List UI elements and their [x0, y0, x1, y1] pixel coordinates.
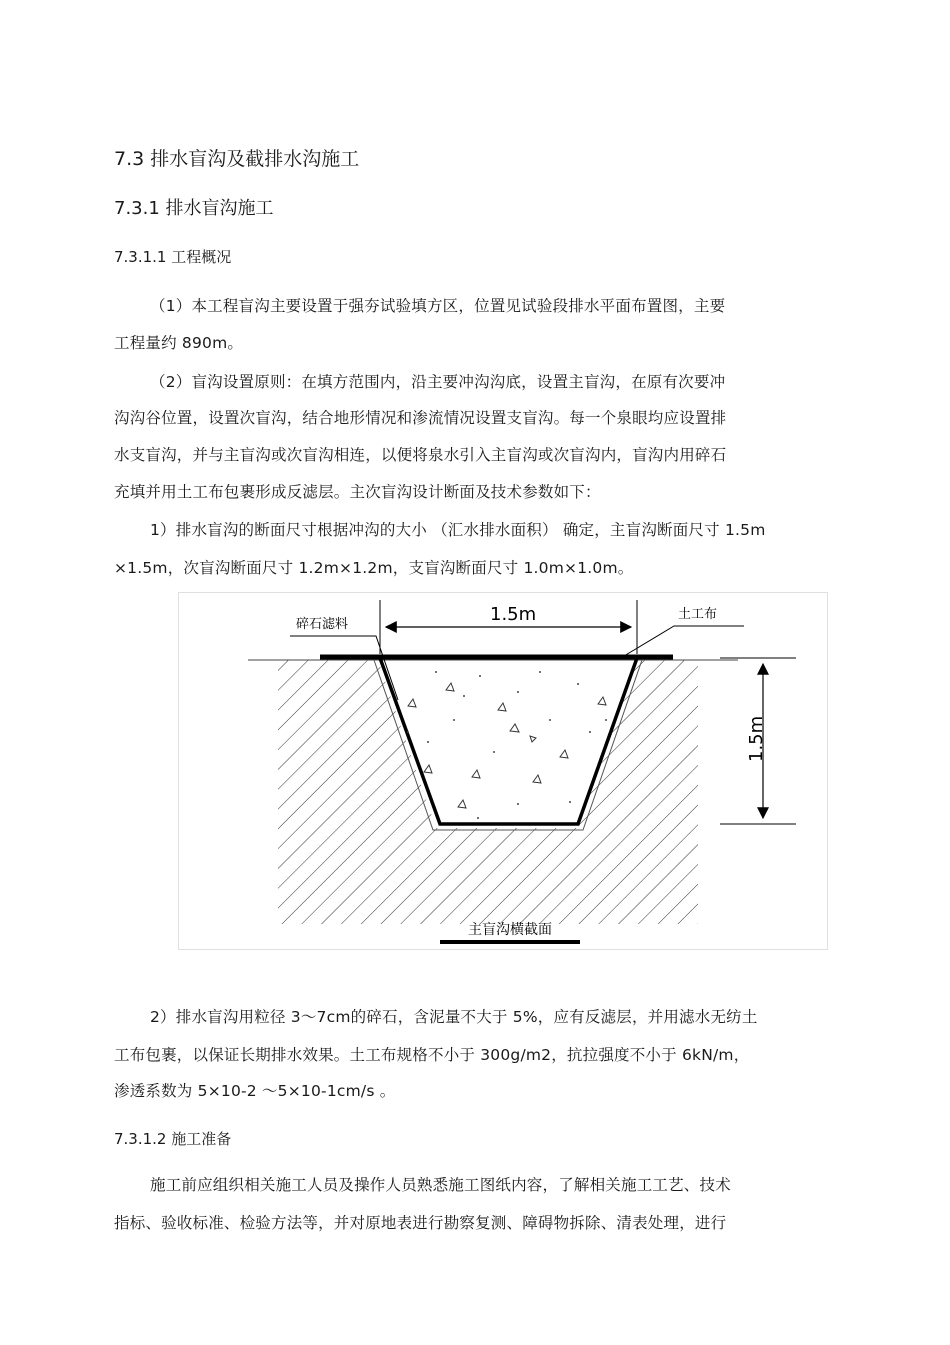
item2-line2: 工布包裹，以保证长期排水效果。土工布规格不小于 300g/m2，抗拉强度不小于 6kN/m， [114, 1046, 750, 1064]
heading-7-3-1: 7.3.1 排水盲沟施工 [114, 198, 274, 219]
item1-line2: ×1.5m，次盲沟断面尺寸 1.2m×1.2m，支盲沟断面尺寸 1.0m×1.0m。 [114, 559, 634, 577]
item2-line1: 2）排水盲沟用粒径 3～7cm的碎石，含泥量不大于 5%，应有反滤层，并用滤水无纺土 [150, 1008, 758, 1026]
para3-line1: 施工前应组织相关施工人员及操作人员熟悉施工图纸内容，了解相关施工工艺、技术 [150, 1176, 731, 1194]
geotextile-label: 土工布 [678, 607, 718, 622]
para2-line4: 充填并用土工布包裹形成反滤层。主次盲沟设计断面及技术参数如下： [114, 483, 601, 501]
gravel-dots [407, 671, 607, 819]
para3-line2: 指标、验收标准、检验方法等，并对原地表进行勘察复测、障碍物拆除、清表处理，进行 [114, 1214, 727, 1232]
heading-7-3: 7.3 排水盲沟及截排水沟施工 [114, 148, 360, 170]
gravel-fill [408, 683, 606, 808]
item1-line1: 1）排水盲沟的断面尺寸根据冲沟的大小 （汇水排水面积） 确定，主盲沟断面尺寸 1.5m [150, 521, 766, 539]
heading-7-3-1-1: 7.3.1.1 工程概况 [114, 248, 232, 266]
gravel-filter-label: 碎石滤料 [296, 617, 349, 632]
depth-label: 1.5m [746, 715, 767, 762]
figure-caption: 主盲沟横截面 [468, 922, 552, 938]
para1-line1: （1）本工程盲沟主要设置于强夯试验填方区，位置见试验段排水平面布置图，主要 [150, 297, 726, 315]
para2-line3: 水支盲沟，并与主盲沟或次盲沟相连，以便将泉水引入主盲沟或次盲沟内，盲沟内用碎石 [114, 446, 727, 464]
para2-line2: 沟沟谷位置，设置次盲沟，结合地形情况和渗流情况设置支盲沟。每一个泉眼均应设置排 [114, 409, 727, 427]
geotextile-leader [624, 626, 744, 656]
para2-line1: （2）盲沟设置原则：在填方范围内，沿主要冲沟沟底，设置主盲沟，在原有次要冲 [150, 373, 726, 391]
heading-7-3-1-2: 7.3.1.2 施工准备 [114, 1130, 232, 1148]
soil-hatch [278, 660, 698, 924]
para1-line2: 工程量约 890m。 [114, 334, 244, 352]
item2-line3: 渗透系数为 5×10-2 ～5×10-1cm/s 。 [114, 1082, 396, 1100]
ditch-cross-section-figure [178, 592, 828, 950]
width-label: 1.5m [490, 604, 537, 625]
